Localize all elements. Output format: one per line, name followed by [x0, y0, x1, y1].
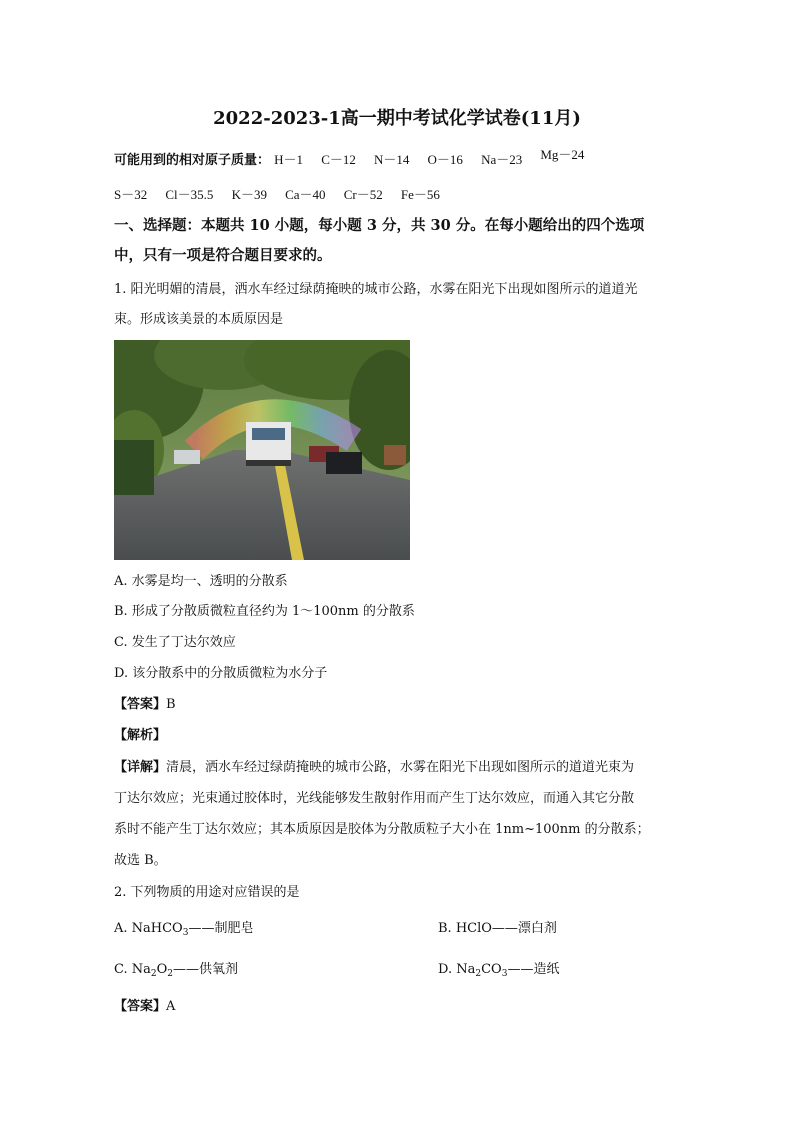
question-1-detail-line-1 [114, 758, 634, 778]
question-1-stem-cont: 束。形成该美景的本质原因是 [114, 312, 284, 327]
question-2-option-a: A. NaHCO$_3$——制肥皂 [114, 921, 254, 938]
atomic-mass-row-1 [114, 147, 598, 171]
photo-illustration [114, 340, 410, 560]
atom-mass: Fe－56 [400, 187, 440, 202]
question-1-analysis-tag [114, 726, 166, 746]
atom-mass: Mg－24 [540, 147, 585, 162]
detail-tag: 【详解】 [114, 760, 167, 775]
question-1-stem: 1. 阳光明媚的清晨，洒水车经过绿荫掩映的城市公路，水雾在阳光下出现如图所示的道道光 [114, 282, 638, 297]
question-2-answer [114, 997, 175, 1017]
atom-mass: S－32 [114, 187, 148, 202]
question-1-answer [114, 695, 176, 715]
question-1-option-d: D. 该分散系中的分散质微粒为水分子 [114, 666, 328, 681]
atom-mass: C－12 [321, 152, 356, 167]
page-title: 2022-2023-1高一期中考试化学试卷(11月) [213, 108, 581, 129]
answer-value: A [166, 999, 176, 1014]
question-1-option-c: C. 发生了丁达尔效应 [114, 635, 236, 650]
atom-mass: Cl－35.5 [165, 187, 214, 202]
atom-mass: K－39 [231, 187, 267, 202]
atom-mass: O－16 [427, 152, 463, 167]
section-heading: 一、选择题：本题共 10 小题，每小题 3 分，共 30 分。在每小题给出的四个选项 [114, 217, 645, 234]
atom-mass: Na－23 [481, 152, 523, 167]
question-1-detail-line-3: 系时不能产生丁达尔效应；其本质原因是胶体为分散质粒子大小在 1nm~100nm 的分散系； [114, 822, 650, 837]
question-1-detail-line-4: 故选 B。 [114, 853, 167, 868]
answer-tag: 【答案】 [114, 999, 167, 1014]
question-2-stem: 2. 下列物质的用途对应错误的是 [114, 885, 300, 900]
section-heading-cont: 中，只有一项是符合题目要求的。 [114, 247, 332, 264]
question-1-detail-line-2: 丁达尔效应；光束通过胶体时，光线能够发生散射作用而产生丁达尔效应，而通入其它分散 [114, 791, 635, 806]
question-2-option-c: C. $Na_2O_2——$供氧剂 [114, 962, 239, 979]
question-1-option-b: B. 形成了分散质微粒直径约为 1～100nm 的分散系 [114, 604, 415, 619]
question-2-option-d: D. $Na_2CO_3——$造纸 [438, 962, 560, 979]
answer-tag: 【答案】 [114, 697, 167, 712]
atomic-mass-label: 可能用到的相对原子质量： [114, 153, 271, 168]
atomic-mass-row-2 [114, 185, 454, 206]
rainbow-water-truck-photo [114, 340, 410, 560]
atom-mass: H－1 [274, 152, 304, 167]
atom-mass: N－14 [374, 152, 410, 167]
analysis-tag: 【解析】 [114, 728, 167, 743]
atom-mass: Ca－40 [285, 187, 326, 202]
question-1-option-a: A. 水雾是均一、透明的分散系 [114, 574, 288, 589]
detail-text: 清晨，洒水车经过绿荫掩映的城市公路，水雾在阳光下出现如图所示的道道光束为 [166, 760, 635, 775]
atom-mass: Cr－52 [343, 187, 383, 202]
answer-value: B [166, 697, 176, 712]
question-2-option-b: B. HClO——漂白剂 [438, 921, 557, 936]
